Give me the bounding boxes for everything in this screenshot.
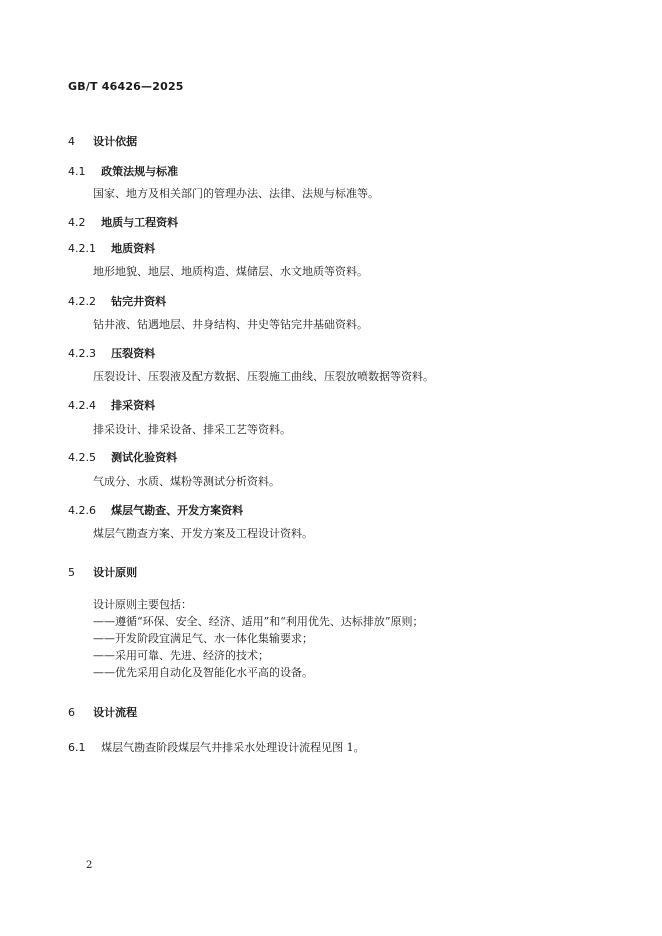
- section-4-2-1-heading: [68, 237, 155, 256]
- section-4-heading: [68, 130, 137, 149]
- section-4-2-heading: [68, 211, 178, 230]
- section-6-1-paragraph: [68, 736, 365, 755]
- section-number: 4.2: [68, 216, 86, 229]
- section-number: 4.2.4: [68, 399, 96, 412]
- section-title: 政策法规与标准: [101, 165, 179, 178]
- section-title: 设计流程: [93, 706, 138, 719]
- section-title: 设计原则: [93, 566, 138, 579]
- page-number: 2: [86, 860, 93, 871]
- section-4-1-text: 国家、地方及相关部门的管理办法、法律、法规与标准等。: [93, 187, 379, 200]
- section-title: 测试化验资料: [111, 451, 178, 464]
- section-title: 压裂资料: [111, 347, 156, 360]
- section-number: 4.2.1: [68, 242, 96, 255]
- section-title: 钻完井资料: [111, 295, 167, 308]
- list-item: ——遵循“环保、安全、经济、适用”和“利用优先、达标排放”原则；: [93, 615, 424, 628]
- section-6-heading: [68, 701, 137, 720]
- section-4-2-3-heading: [68, 342, 155, 361]
- section-4-2-2-text: 钻井液、钻遇地层、井身结构、井史等钻完井基础资料。: [93, 318, 368, 331]
- section-number: 5: [68, 566, 75, 579]
- section-number: 4.2.6: [68, 504, 96, 517]
- section-number: 4.2.3: [68, 347, 96, 360]
- section-number: 6: [68, 706, 75, 719]
- section-number: 4.2.2: [68, 295, 96, 308]
- section-4-2-6-heading: [68, 499, 243, 518]
- section-4-1-heading: [68, 160, 178, 179]
- section-text: 煤层气勘查阶段煤层气井排采水处理设计流程见图 1。: [101, 741, 365, 754]
- section-number: 4.1: [68, 165, 86, 178]
- section-4-2-4-heading: [68, 394, 155, 413]
- section-5-heading: [68, 561, 137, 580]
- section-number: 6.1: [68, 741, 86, 754]
- section-4-2-1-text: 地形地貌、地层、地质构造、煤储层、水文地质等资料。: [93, 265, 368, 278]
- section-number: 4.2.5: [68, 451, 96, 464]
- section-title: 地质与工程资料: [101, 216, 179, 229]
- section-4-2-6-text: 煤层气勘查方案、开发方案及工程设计资料。: [93, 527, 313, 540]
- section-title: 地质资料: [111, 242, 156, 255]
- section-4-2-5-text: 气成分、水质、煤粉等测试分析资料。: [93, 475, 280, 488]
- list-item: ——采用可靠、先进、经济的技术；: [93, 649, 269, 662]
- section-4-2-3-text: 压裂设计、压裂液及配方数据、压裂施工曲线、压裂放喷数据等资料。: [93, 370, 434, 383]
- section-4-2-2-heading: [68, 290, 166, 309]
- section-4-2-5-heading: [68, 446, 177, 465]
- list-item: ——开发阶段宜满足气、水一体化集输要求；: [93, 632, 313, 645]
- section-title: 设计依据: [93, 135, 138, 148]
- section-number: 4: [68, 135, 75, 148]
- section-4-2-4-text: 排采设计、排采设备、排采工艺等资料。: [93, 423, 291, 436]
- section-5-intro: 设计原则主要包括：: [93, 598, 192, 611]
- section-title: 排采资料: [111, 399, 156, 412]
- document-header: GB/T 46426—2025: [68, 80, 184, 93]
- section-title: 煤层气勘查、开发方案资料: [111, 504, 244, 517]
- list-item: ——优先采用自动化及智能化水平高的设备。: [93, 666, 313, 679]
